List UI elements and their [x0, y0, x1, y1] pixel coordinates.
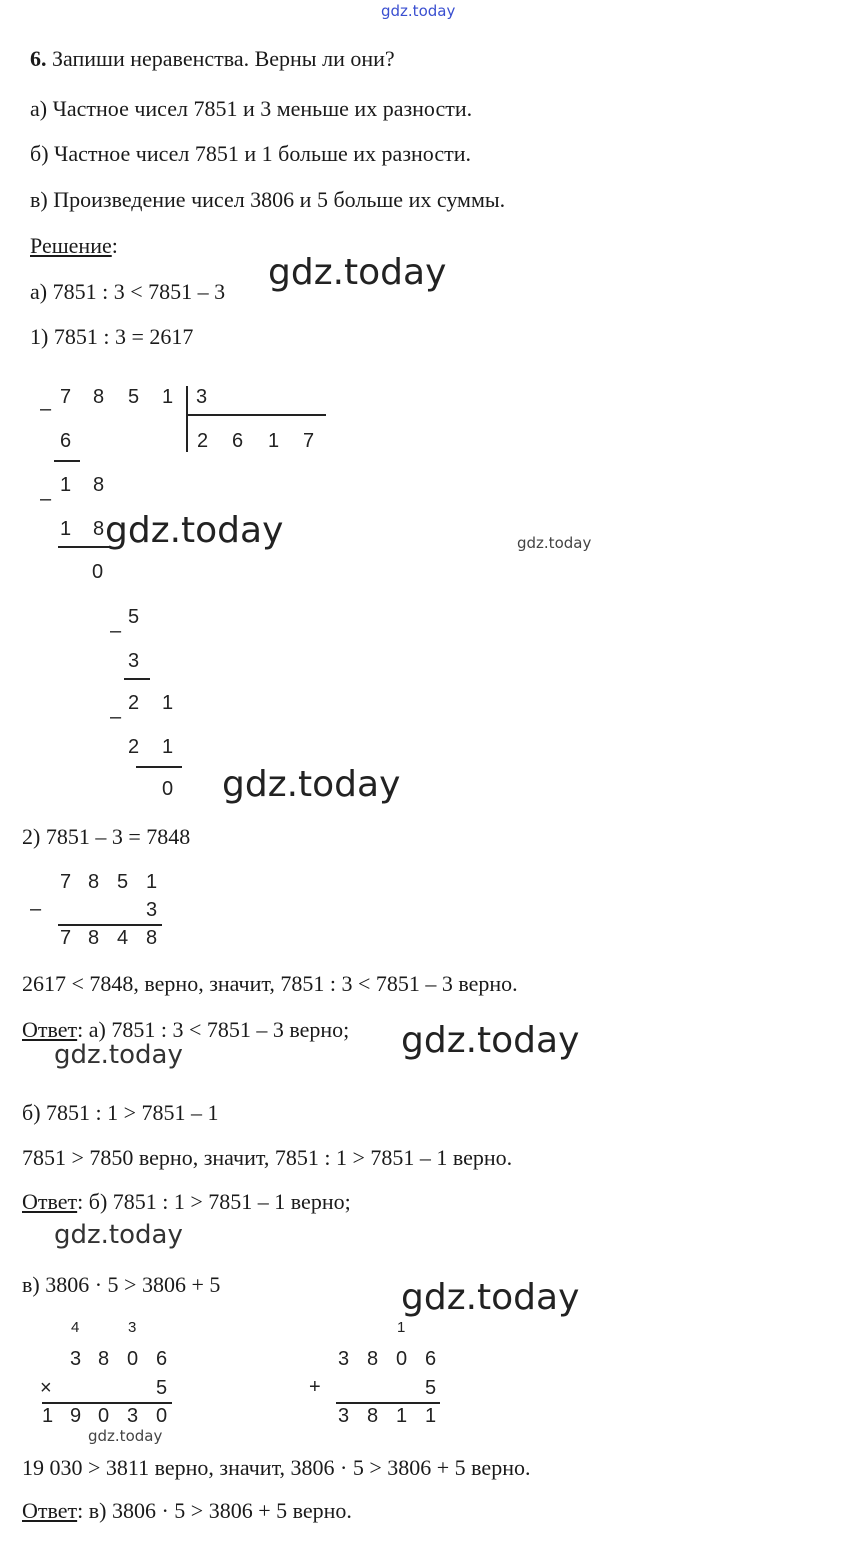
sum-line [58, 924, 162, 926]
watermark: gdz.today [401, 1020, 580, 1061]
sum-line [336, 1402, 440, 1404]
top-digit: 8 [98, 1348, 110, 1370]
remainder-digit: 5 [128, 606, 140, 628]
part-a-conclusion: 2617 < 7848, верно, значит, 7851 : 3 < 7851 – 3 верно. [22, 971, 518, 996]
watermark: gdz.today [401, 1277, 580, 1318]
top-digit: 6 [156, 1348, 168, 1370]
task-item-c: в) Произведение чисел 3806 и 5 больше их суммы. [30, 187, 506, 212]
step-underline [136, 766, 182, 768]
part-a-inequality: а) 7851 : 3 < 7851 – 3 [30, 279, 226, 304]
result-digit: 3 [127, 1405, 139, 1427]
watermark-top: gdz.today [381, 2, 456, 20]
quotient-digit: 6 [232, 430, 244, 452]
answer-label: Ответ [22, 1498, 78, 1523]
minus-sign: – [110, 620, 122, 642]
minus-sign: – [40, 488, 52, 510]
remainder-digit: 1 [60, 474, 72, 496]
top-digit: 8 [88, 871, 100, 893]
multiply-sign: × [40, 1377, 52, 1399]
solution-heading-label: Решение [30, 233, 112, 258]
minus-sign: – [30, 898, 42, 920]
top-digit: 8 [367, 1348, 379, 1370]
result-digit: 8 [88, 927, 100, 949]
answer-label: Ответ [22, 1017, 78, 1042]
answer-label: Ответ [22, 1189, 78, 1214]
task-item-a: а) Частное чисел 7851 и 3 меньше их разности. [30, 96, 473, 121]
subtrahend: 1 [162, 736, 174, 758]
answer-text: : в) 3806 · 5 > 3806 + 5 верно. [77, 1498, 352, 1523]
result-digit: 9 [70, 1405, 82, 1427]
part-b-conclusion: 7851 > 7850 верно, значит, 7851 : 1 > 7851 – 1 верно. [22, 1145, 513, 1170]
subtrahend: 6 [60, 430, 72, 452]
bottom-digit: 5 [156, 1377, 168, 1399]
product-line [42, 1402, 172, 1404]
subtrahend: 1 [60, 518, 72, 540]
dividend-digit: 1 [162, 386, 174, 408]
part-a-step1: 1) 7851 : 3 = 2617 [30, 324, 194, 349]
result-digit: 1 [396, 1405, 408, 1427]
division-bar-vertical [186, 386, 188, 452]
quotient-digit: 2 [197, 430, 209, 452]
top-digit: 3 [70, 1348, 82, 1370]
result-digit: 4 [117, 927, 129, 949]
divisor: 3 [196, 386, 208, 408]
step-underline [124, 678, 150, 680]
solution-heading [30, 233, 118, 259]
subtrahend: 2 [128, 736, 140, 758]
plus-sign: + [309, 1376, 321, 1398]
result-digit: 8 [146, 927, 158, 949]
answer-text: : а) 7851 : 3 < 7851 – 3 верно; [77, 1017, 350, 1042]
top-digit: 7 [60, 871, 72, 893]
part-b-inequality: б) 7851 : 1 > 7851 – 1 [22, 1100, 219, 1125]
watermark: gdz.today [54, 1040, 183, 1070]
carry-digit: 1 [397, 1319, 406, 1336]
task-title: Запиши неравенства. Верны ли они? [52, 46, 395, 71]
carry-digit: 3 [128, 1319, 137, 1336]
subtrahend: 3 [128, 650, 140, 672]
bottom-digit: 5 [425, 1377, 437, 1399]
minus-sign: – [110, 706, 122, 728]
dividend-digit: 8 [93, 386, 105, 408]
remainder-digit: 8 [93, 474, 105, 496]
part-b-answer [22, 1189, 351, 1215]
result-digit: 1 [425, 1405, 437, 1427]
top-digit: 0 [396, 1348, 408, 1370]
result-digit: 0 [162, 778, 174, 800]
answer-text: : б) 7851 : 1 > 7851 – 1 верно; [77, 1189, 351, 1214]
minus-sign: – [40, 398, 52, 420]
watermark: gdz.today [222, 764, 401, 805]
watermark: gdz.today [54, 1220, 183, 1250]
carry-digit: 4 [71, 1319, 80, 1336]
solution-heading-colon: : [111, 233, 118, 258]
watermark: gdz.today [105, 510, 284, 551]
result-digit: 8 [367, 1405, 379, 1427]
task-header [30, 46, 395, 72]
watermark: gdz.today [88, 1427, 163, 1445]
top-digit: 1 [146, 871, 158, 893]
task-number: 6. [30, 46, 47, 71]
top-digit: 5 [117, 871, 129, 893]
step-underline [54, 460, 80, 462]
result-digit: 0 [156, 1405, 168, 1427]
part-c-inequality: в) 3806 · 5 > 3806 + 5 [22, 1272, 221, 1297]
remainder-digit: 2 [128, 692, 140, 714]
result-digit: 1 [42, 1405, 54, 1427]
result-digit: 7 [60, 927, 72, 949]
task-item-b: б) Частное чисел 7851 и 1 больше их разности. [30, 141, 471, 166]
top-digit: 6 [425, 1348, 437, 1370]
division-bar-horizontal [186, 414, 326, 416]
step-underline [58, 546, 110, 548]
part-c-conclusion: 19 030 > 3811 верно, значит, 3806 · 5 > 3806 + 5 верно. [22, 1455, 531, 1480]
result-digit: 0 [92, 561, 104, 583]
watermark: gdz.today [268, 252, 447, 293]
result-digit: 0 [98, 1405, 110, 1427]
top-digit: 0 [127, 1348, 139, 1370]
remainder-digit: 1 [162, 692, 174, 714]
top-digit: 3 [338, 1348, 350, 1370]
dividend-digit: 5 [128, 386, 140, 408]
part-c-answer [22, 1498, 352, 1524]
part-a-step2: 2) 7851 – 3 = 7848 [22, 824, 191, 849]
quotient-digit: 7 [303, 430, 315, 452]
quotient-digit: 1 [268, 430, 280, 452]
bottom-digit: 3 [146, 899, 158, 921]
dividend-digit: 7 [60, 386, 72, 408]
watermark: gdz.today [517, 534, 592, 552]
subtrahend: 8 [93, 518, 105, 540]
result-digit: 3 [338, 1405, 350, 1427]
